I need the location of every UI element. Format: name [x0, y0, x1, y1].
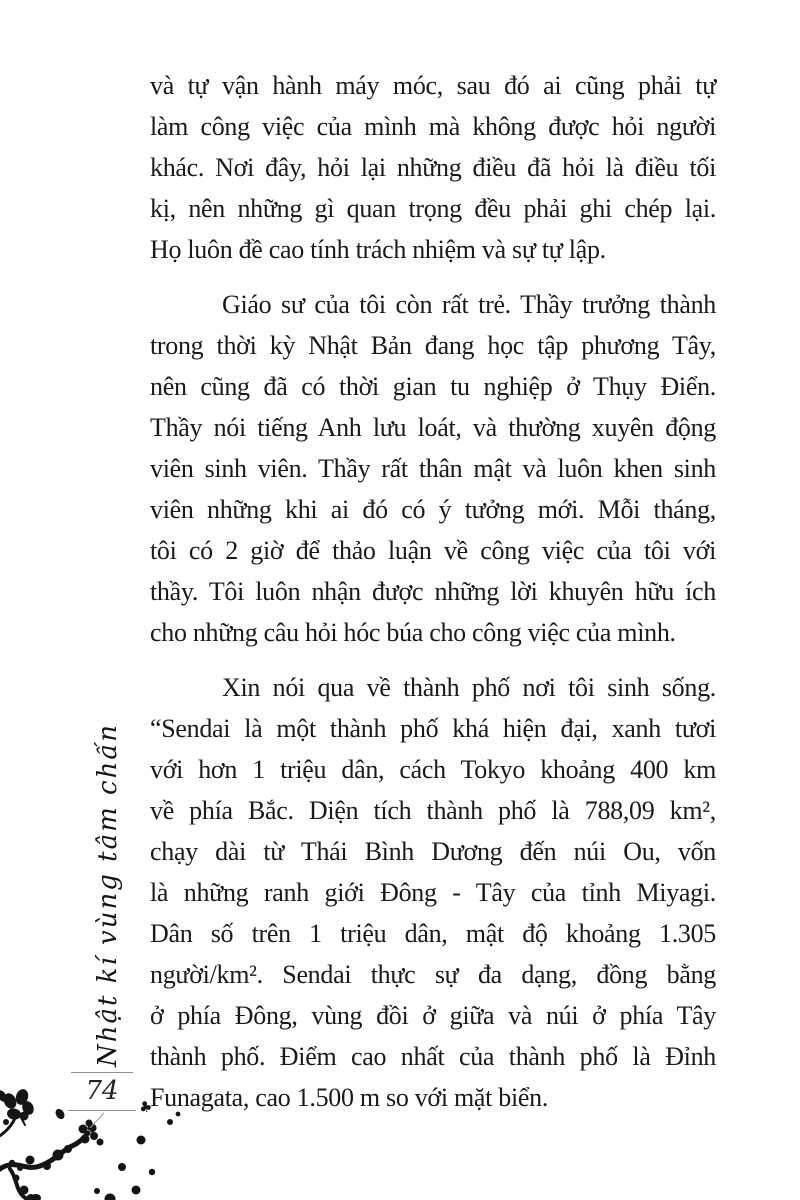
text-line-content: và tự vận hành máy móc, sau đó ai cũng phải tự: [150, 71, 716, 100]
text-line: [150, 284, 716, 325]
paragraph: [150, 65, 716, 270]
text-line-content: Xin nói qua về thành phố nơi tôi sinh sống.: [222, 673, 716, 702]
text-line: [150, 667, 716, 708]
text-line: [150, 188, 716, 229]
text-line-content: Dân số trên 1 triệu dân, mật độ khoảng 1.305: [150, 919, 716, 948]
text-line-content: là những ranh giới Đông - Tây của tỉnh Miyagi.: [150, 878, 716, 907]
text-line-content: nên cũng đã có thời gian tu nghiệp ở Thụy Điển.: [150, 372, 716, 401]
book-title-vertical: Nhật kí vùng tâm chấn: [93, 723, 123, 1067]
text-line: [150, 65, 716, 106]
text-line: [150, 708, 716, 749]
text-line: [150, 530, 716, 571]
text-line: [150, 1036, 716, 1077]
text-line-content: Funagata, cao 1.500 m so với mặt biển.: [150, 1083, 549, 1112]
paragraph: [150, 667, 716, 1118]
text-line: [150, 1077, 716, 1118]
text-line-content: chạy dài từ Thái Bình Dương đến núi Ou, vốn: [150, 837, 716, 866]
text-line: [150, 913, 716, 954]
text-line-content: tôi có 2 giờ để thảo luận về công việc của tôi với: [150, 536, 716, 565]
text-line-content: Thầy nói tiếng Anh lưu loát, và thường xuyên động: [150, 413, 716, 442]
text-line: [150, 147, 716, 188]
text-line-content: thầy. Tôi luôn nhận được những lời khuyên hữu ích: [150, 577, 716, 606]
text-line: [150, 749, 716, 790]
text-line-content: kị, nên những gì quan trọng đều phải ghi chép lại.: [150, 194, 716, 223]
text-line: [150, 325, 716, 366]
text-line: [150, 612, 716, 653]
text-line-content: người/km². Sendai thực sự đa dạng, đồng bằng: [150, 960, 716, 989]
text-line-content: thành phố. Điểm cao nhất của thành phố là Đỉnh: [150, 1042, 716, 1071]
text-line-content: ở phía Đông, vùng đồi ở giữa và núi ở phía Tây: [150, 1001, 716, 1030]
text-line-content: Giáo sư của tôi còn rất trẻ. Thầy trưởng thành: [222, 290, 716, 319]
blossom-branch-illustration: [0, 1050, 200, 1200]
text-line: [150, 448, 716, 489]
text-line: [150, 571, 716, 612]
text-line: [150, 954, 716, 995]
text-line-content: khác. Nơi đây, hỏi lại những điều đã hỏi là điều tối: [150, 153, 716, 182]
text-line-content: Họ luôn đề cao tính trách nhiệm và sự tự lập.: [150, 235, 606, 264]
text-line-content: viên những khi ai đó có ý tưởng mới. Mỗi tháng,: [150, 495, 716, 524]
text-line: [150, 229, 716, 270]
text-line-content: viên sinh viên. Thầy rất thân mật và luôn khen sinh: [150, 454, 716, 483]
text-line: [150, 790, 716, 831]
text-line: [150, 407, 716, 448]
text-line-content: “Sendai là một thành phố khá hiện đại, xanh tươi: [150, 714, 716, 743]
text-line: [150, 995, 716, 1036]
text-line: [150, 489, 716, 530]
body-text-column: [150, 65, 716, 1132]
text-line-content: trong thời kỳ Nhật Bản đang học tập phương Tây,: [150, 331, 716, 360]
text-line-content: về phía Bắc. Diện tích thành phố là 788,09 km²,: [150, 796, 716, 825]
text-line-content: làm công việc của mình mà không được hỏi người: [150, 112, 716, 141]
text-line: [150, 831, 716, 872]
paragraph: [150, 284, 716, 653]
text-line-content: cho những câu hỏi hóc búa cho công việc của mình.: [150, 618, 676, 647]
text-line-content: với hơn 1 triệu dân, cách Tokyo khoảng 400 km: [150, 755, 716, 784]
text-line: [150, 872, 716, 913]
page-number: 74: [85, 1076, 119, 1106]
text-line: [150, 106, 716, 147]
ornament-flower-icon: ♣: [136, 1096, 154, 1118]
text-line: [150, 366, 716, 407]
